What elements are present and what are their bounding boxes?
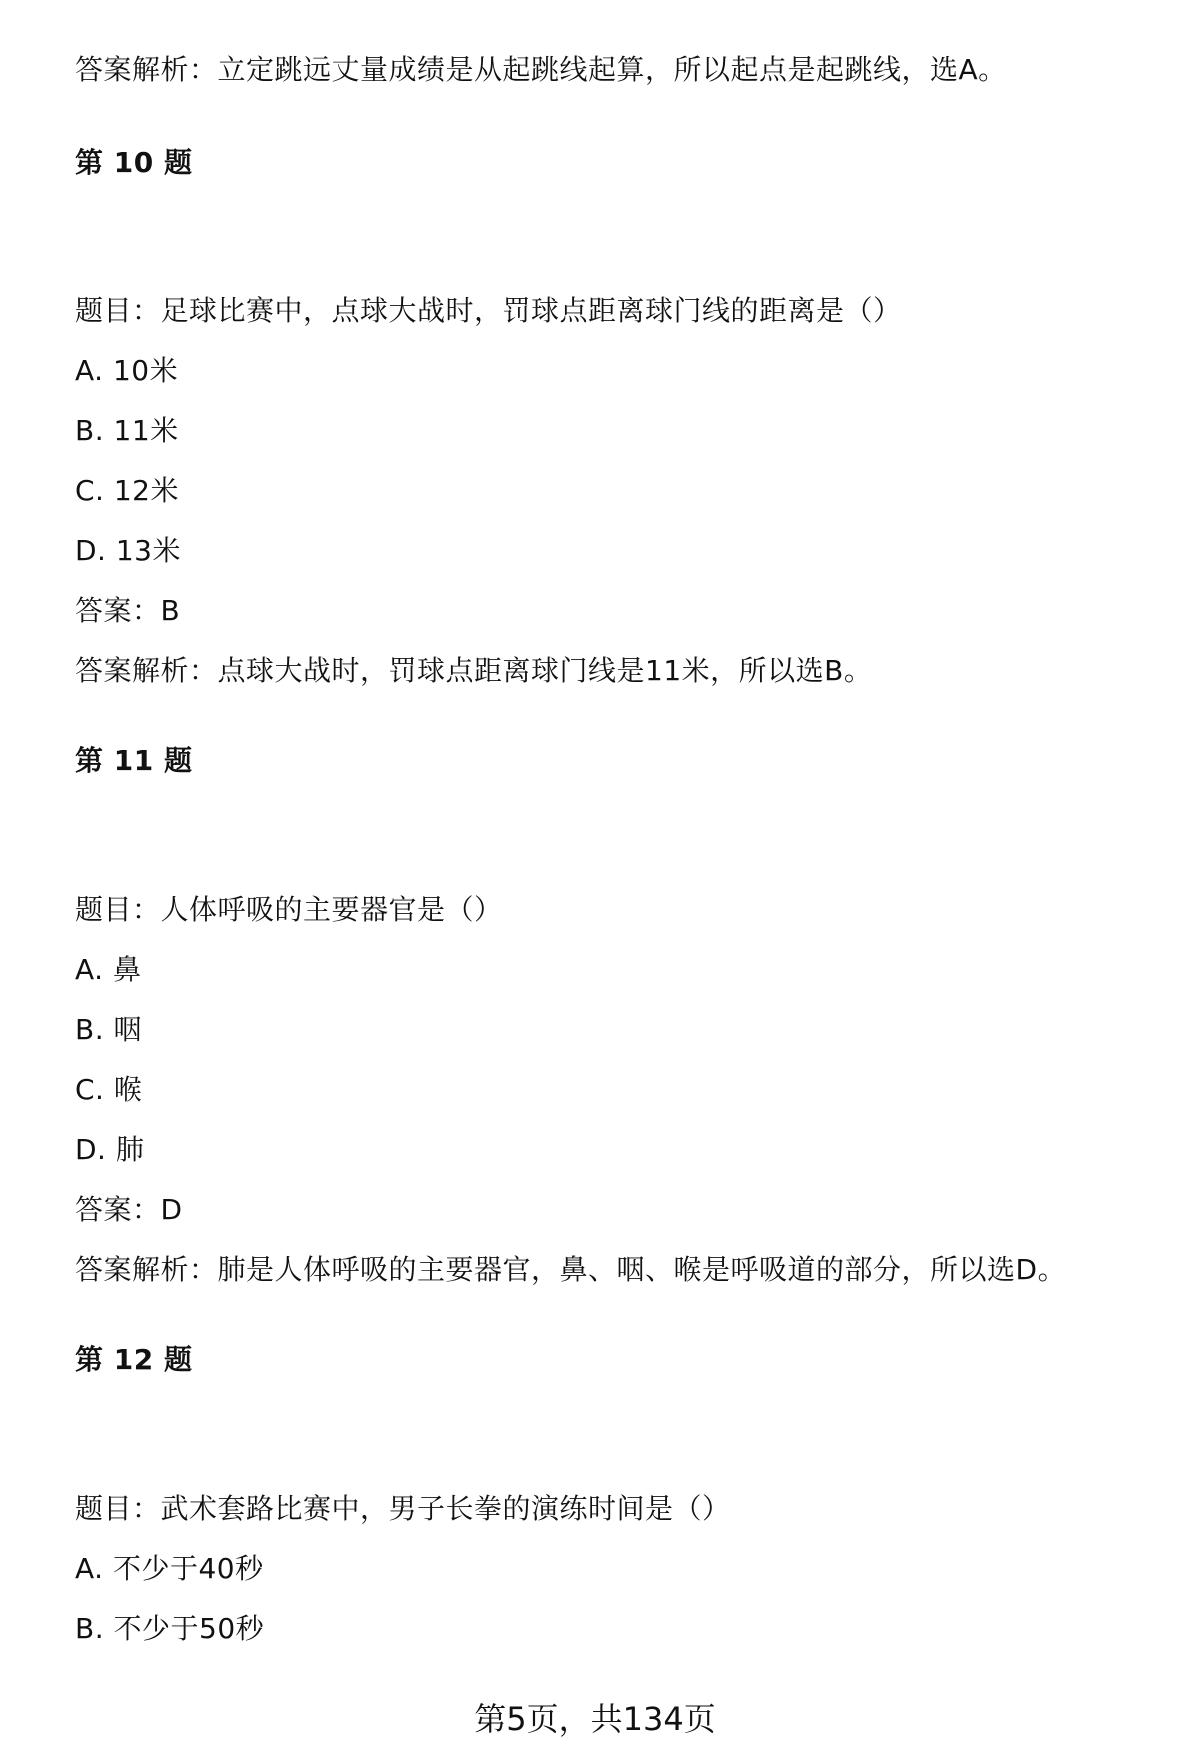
option-b: B. 不少于50秒 (75, 1612, 265, 1645)
option-b: B. 咽 (75, 1013, 143, 1046)
question-heading: 第 11 题 (75, 744, 193, 777)
answer-explanation: 答案解析：点球大战时，罚球点距离球门线是11米，所以选B。 (75, 654, 873, 687)
option-c: C. 喉 (75, 1073, 143, 1106)
answer: 答案：B (75, 594, 181, 627)
option-a: A. 不少于40秒 (75, 1552, 264, 1585)
option-a: A. 10米 (75, 354, 179, 387)
page-footer: 第5页，共134页 (474, 1700, 716, 1738)
prev-explanation: 答案解析：立定跳远丈量成绩是从起跳线起算，所以起点是起跳线，选A。 (75, 53, 1007, 86)
answer: 答案：D (75, 1193, 183, 1226)
question-stem: 题目：武术套路比赛中，男子长拳的演练时间是（） (75, 1492, 731, 1525)
option-c: C. 12米 (75, 474, 179, 507)
question-stem: 题目：人体呼吸的主要器官是（） (75, 893, 503, 926)
question-heading: 第 10 题 (75, 146, 193, 179)
option-a: A. 鼻 (75, 953, 142, 986)
question-heading: 第 12 题 (75, 1343, 193, 1376)
option-b: B. 11米 (75, 414, 179, 447)
answer-explanation: 答案解析：肺是人体呼吸的主要器官，鼻、咽、喉是呼吸道的部分，所以选D。 (75, 1253, 1067, 1286)
option-d: D. 肺 (75, 1133, 145, 1166)
question-stem: 题目：足球比赛中，点球大战时，罚球点距离球门线的距离是（） (75, 294, 902, 327)
option-d: D. 13米 (75, 534, 181, 567)
